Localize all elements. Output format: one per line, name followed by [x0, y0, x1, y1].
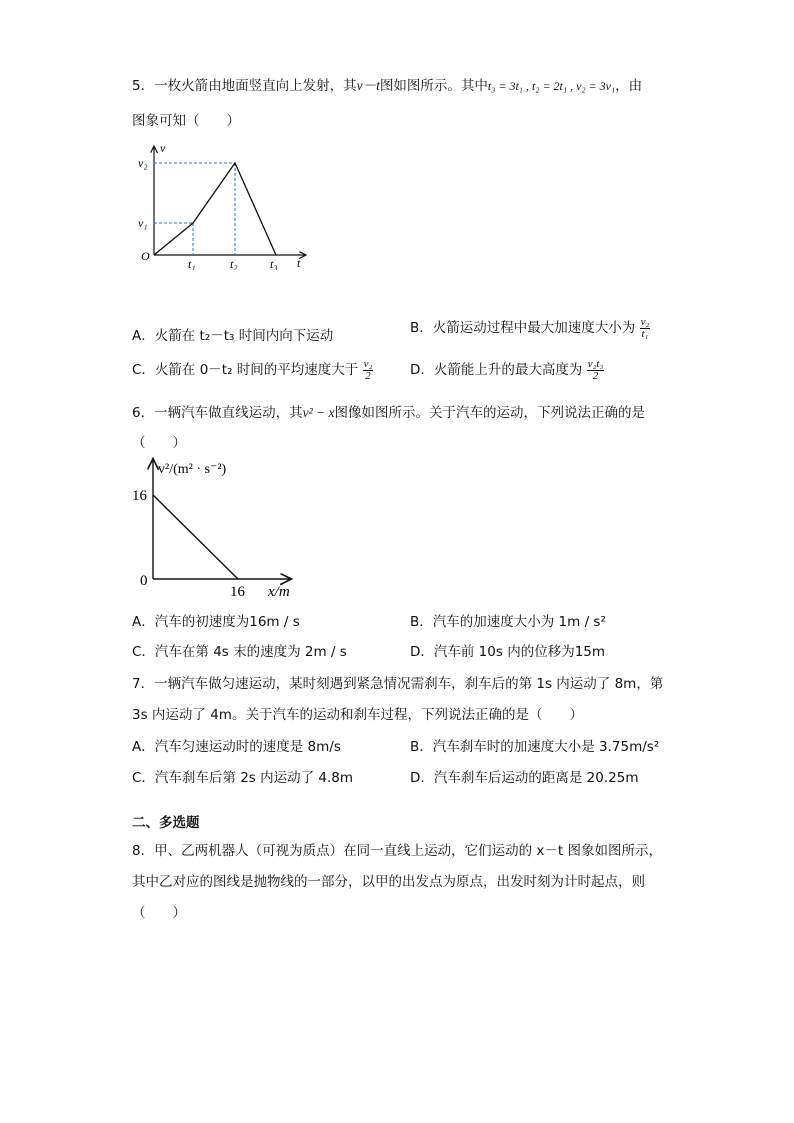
- q5-option-c-num: v₂: [363, 357, 373, 370]
- q5-option-c: [132, 358, 373, 382]
- q5-axis-t: t: [297, 256, 301, 270]
- q5-option-a: A．火箭在 t₂－t₃ 时间内向下运动: [132, 328, 334, 344]
- q5-option-d: [410, 358, 604, 382]
- q6-option-c: C．汽车在第 4s 末的速度为 2m / s: [132, 644, 347, 660]
- q5-option-c-text: C．火箭在 0－t₂ 时间的平均速度大于: [132, 362, 359, 378]
- q6-zero: 0: [140, 573, 148, 589]
- q6-option-d: D．汽车前 10s 内的位移为15m: [410, 644, 606, 660]
- q5-formula: t₃ = 3t₁ , t₂ = 2t₁ , v₂ = 3v₁: [487, 79, 616, 93]
- q5-vt: v－t: [356, 78, 380, 93]
- q5-option-d-fraction: [587, 359, 605, 382]
- q6-stem-suffix: 图像如图所示。关于汽车的运动，下列说法正确的是: [334, 405, 645, 421]
- q5-origin: O: [141, 249, 150, 263]
- q5-option-b-num: v₂: [640, 315, 650, 328]
- q6-stem-line1: [132, 401, 645, 421]
- q7-option-b: B．汽车刹车时的加速度大小是 3.75m/s²: [410, 739, 660, 755]
- q5-option-b-text: B．火箭运动过程中最大加速度大小为: [410, 320, 636, 336]
- q5-stem-prefix: 5．一枚火箭由地面竖直向上发射，其: [132, 78, 357, 94]
- q5-label-v1: v₁: [138, 216, 148, 230]
- q5-label-t1: t₁: [188, 257, 196, 270]
- q6-ylabel: v²/(m² · s⁻²): [158, 462, 227, 477]
- q5-stem-line2: 图象可知（ ）: [132, 113, 240, 129]
- q5-option-d-den: 2: [592, 369, 599, 382]
- q5-option-b-den: t₁: [641, 327, 649, 340]
- q5-label-v2: v₂: [138, 156, 148, 170]
- q5-option-c-den: 2: [365, 369, 371, 382]
- q6-graph: [130, 455, 310, 601]
- q7-option-d: D．汽车刹车后运动的距离是 20.25m: [410, 770, 639, 786]
- q6-xlabel: x/m: [268, 584, 290, 600]
- q5-option-b-fraction: [640, 317, 651, 340]
- q6-y16: 16: [132, 488, 147, 504]
- q6-option-a: A．汽车的初速度为16m / s: [132, 614, 300, 630]
- q6-x16: 16: [230, 584, 245, 600]
- q5-vt-graph: [130, 140, 320, 270]
- q5-option-c-fraction: [363, 359, 374, 382]
- q7-stem-line2: 3s 内运动了 4m。关于汽车的运动和刹车过程，下列说法正确的是（ ）: [132, 707, 583, 723]
- q6-stem-line2: （ ）: [132, 435, 186, 451]
- q5-axis-v: v: [160, 141, 166, 155]
- q7-stem-line1: 7．一辆汽车做匀速运动，某时刻遇到紧急情况需刹车，刹车后的第 1s 内运动了 8m，第: [132, 676, 664, 692]
- q6-option-b: B．汽车的加速度大小为 1m / s²: [410, 614, 606, 630]
- q5-stem-mid: 图如图所示。其中: [379, 78, 488, 94]
- q5-option-d-text: D．火箭能上升的最大高度为: [410, 362, 583, 378]
- q5-option-b: [410, 316, 650, 340]
- section-multiple-choice-title: 二、多选题: [132, 815, 200, 831]
- q6-formula: v² − x: [302, 405, 335, 420]
- q7-option-c: C．汽车刹车后第 2s 内运动了 4.8m: [132, 770, 354, 786]
- q5-stem-line1: [132, 74, 642, 94]
- q6-stem-prefix: 6．一辆汽车做直线运动，其: [132, 405, 303, 421]
- q5-stem-suffix: ，由: [615, 78, 643, 94]
- q7-option-a: A．汽车匀速运动时的速度是 8m/s: [132, 739, 341, 755]
- q8-stem-line3: （ ）: [132, 905, 186, 921]
- q5-option-d-num: v₂t₃: [587, 357, 604, 370]
- q5-label-t2: t₂: [230, 257, 238, 270]
- q8-stem-line2: 其中乙对应的图线是抛物线的一部分，以甲的出发点为原点，出发时刻为计时起点，则: [132, 874, 645, 890]
- q5-label-t3: t₃: [270, 257, 278, 270]
- q8-stem-line1: 8．甲、乙两机器人（可视为质点）在同一直线上运动，它们运动的 x－t 图象如图所示，: [132, 843, 662, 859]
